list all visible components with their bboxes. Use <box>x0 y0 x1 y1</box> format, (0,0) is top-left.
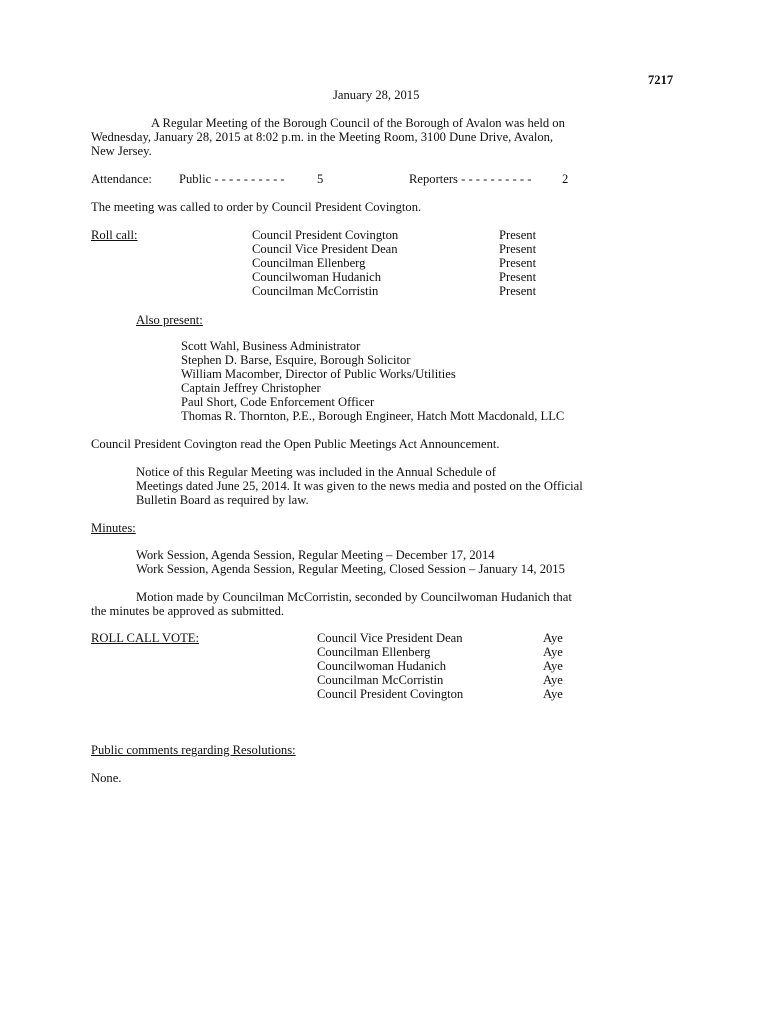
also-present-person: Stephen D. Barse, Esquire, Borough Solicitor <box>181 353 411 367</box>
minutes-item: Work Session, Agenda Session, Regular Meeting, Closed Session – January 14, 2015 <box>136 562 565 576</box>
also-present-list <box>181 339 564 423</box>
also-present-person: Paul Short, Code Enforcement Officer <box>181 395 375 409</box>
page-number: 7217 <box>648 73 674 87</box>
attendance-public: Public - - - - - - - - - - <box>179 172 285 186</box>
vote-name: Council Vice President Dean <box>317 631 463 645</box>
intro-line-3: New Jersey. <box>91 144 152 158</box>
also-present-label: Also present: <box>136 313 203 327</box>
minutes-item: Work Session, Agenda Session, Regular Meeting – December 17, 2014 <box>136 548 495 562</box>
roll-call-name: Council President Covington <box>252 228 399 242</box>
attendance-reporters-count: 2 <box>562 172 569 186</box>
intro-line-2: Wednesday, January 28, 2015 at 8:02 p.m. in the Meeting Room, 3100 Dune Drive, Avalon, <box>91 130 554 144</box>
vote-values <box>543 631 563 701</box>
roll-call-status: Present <box>499 228 537 242</box>
vote-name: Councilwoman Hudanich <box>317 659 447 673</box>
roll-call-name: Councilman McCorristin <box>252 284 379 298</box>
roll-call-label: Roll call: <box>91 228 138 242</box>
roll-call-name: Councilman Ellenberg <box>252 256 366 270</box>
minutes-list <box>136 548 565 576</box>
roll-call-status: Present <box>499 270 537 284</box>
roll-call-name: Council Vice President Dean <box>252 242 398 256</box>
vote-value: Aye <box>543 687 563 701</box>
attendance-reporters: Reporters - - - - - - - - - - <box>409 172 532 186</box>
vote-value: Aye <box>543 645 563 659</box>
vote-value: Aye <box>543 659 563 673</box>
public-comments-text: None. <box>91 771 122 785</box>
attendance-public-count: 5 <box>317 172 324 186</box>
roll-call-statuses <box>499 228 536 298</box>
also-present-person: Captain Jeffrey Christopher <box>181 381 321 395</box>
vote-value: Aye <box>543 631 563 645</box>
vote-name: Council President Covington <box>317 687 464 701</box>
vote-name: Councilman Ellenberg <box>317 645 431 659</box>
notice-line: Bulletin Board as required by law. <box>136 493 309 507</box>
roll-call-name: Councilwoman Hudanich <box>252 270 382 284</box>
notice-paragraph <box>136 465 583 507</box>
motion-line-1: Motion made by Councilman McCorristin, seconded by Councilwoman Hudanich that <box>136 590 572 604</box>
motion-line-2: the minutes be approved as submitted. <box>91 604 285 618</box>
roll-call-vote-label: ROLL CALL VOTE: <box>91 631 199 645</box>
vote-names <box>317 631 463 701</box>
roll-call-status: Present <box>499 284 537 298</box>
vote-name: Councilman McCorristin <box>317 673 444 687</box>
roll-call-names <box>252 228 398 298</box>
attendance-label: Attendance: <box>91 172 152 186</box>
called-to-order: The meeting was called to order by Council President Covington. <box>91 200 422 214</box>
vote-value: Aye <box>543 673 563 687</box>
notice-line: Meetings dated June 25, 2014. It was given to the news media and posted on the Official <box>136 479 583 493</box>
opma-announcement: Council President Covington read the Open Public Meetings Act Announcement. <box>91 437 500 451</box>
also-present-person: Thomas R. Thornton, P.E., Borough Engineer, Hatch Mott Macdonald, LLC <box>181 409 565 423</box>
roll-call-status: Present <box>499 256 537 270</box>
also-present-person: William Macomber, Director of Public Works/Utilities <box>181 367 456 381</box>
roll-call-status: Present <box>499 242 537 256</box>
intro-line-1: A Regular Meeting of the Borough Council of the Borough of Avalon was held on <box>151 116 565 130</box>
meeting-date: January 28, 2015 <box>333 88 420 102</box>
notice-line: Notice of this Regular Meeting was included in the Annual Schedule of <box>136 465 496 479</box>
public-comments-label: Public comments regarding Resolutions: <box>91 743 296 757</box>
minutes-label: Minutes: <box>91 521 136 535</box>
also-present-person: Scott Wahl, Business Administrator <box>181 339 361 353</box>
